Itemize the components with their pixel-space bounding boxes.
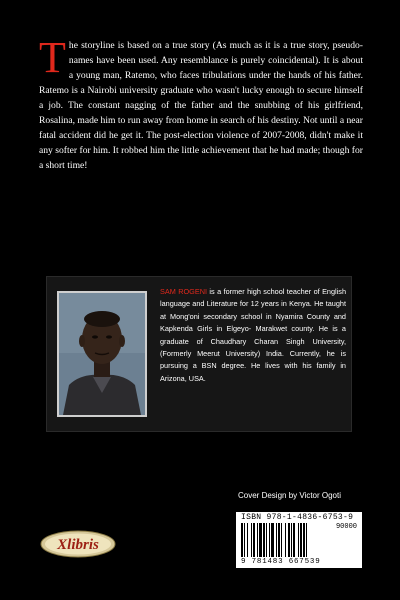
blurb-text: he storyline is based on a true story (As much as it is a true story, pseudo-names have been used. Any resemblance is purely coincidental). It is about a young man, Ratemo, who faces tribulations under the hands of his father. Ratemo is a Nairobi university graduate who wasn't lucky enough to secure himself a job. The constant nagging of the father and the snubbing of his girlfriend, Rosalina, made him to run away from home in search of his destiny. Not until a near fatal accident did he get it. The post-election violence of 2007-2008, didn't make it any softer for him. It robbed him the little achievement that he had made; though for a short time!: [39, 40, 363, 171]
author-name: SAM ROGENI: [160, 287, 208, 296]
author-bio-box: [46, 276, 352, 432]
back-cover-blurb: [39, 33, 363, 173]
price-code: 90000: [335, 523, 357, 531]
author-bio-body: is a former high school teacher of English language and Literature for 12 years in Kenya. He taught at Mong'oni secondary school in Nyamira County and Kapkenda Girls in Elgeyo- Marakwet county. He is a graduate of Chaudhary Charan Singh University, (Formerly Meerut University) India. Currently, he is pursuing a BSN degree. He lives with his family in Arizona, USA.: [160, 287, 346, 383]
author-bio-text: [160, 286, 346, 385]
cover-design-credit: Cover Design by Victor Ogoti: [238, 491, 342, 500]
xlibris-logo: [40, 530, 116, 558]
isbn-barcode: [236, 512, 362, 568]
dropcap-letter: T: [39, 33, 66, 82]
barcode-bars: [241, 523, 327, 557]
xlibris-logo-mark: [40, 530, 116, 558]
publisher-name: Xlibris: [57, 537, 99, 553]
barcode-number: 9 781483 667539: [241, 558, 321, 566]
author-photo: [57, 291, 147, 417]
isbn-label: ISBN 978-1-4836-6753-9: [241, 513, 354, 522]
author-portrait-illustration: [59, 293, 145, 415]
